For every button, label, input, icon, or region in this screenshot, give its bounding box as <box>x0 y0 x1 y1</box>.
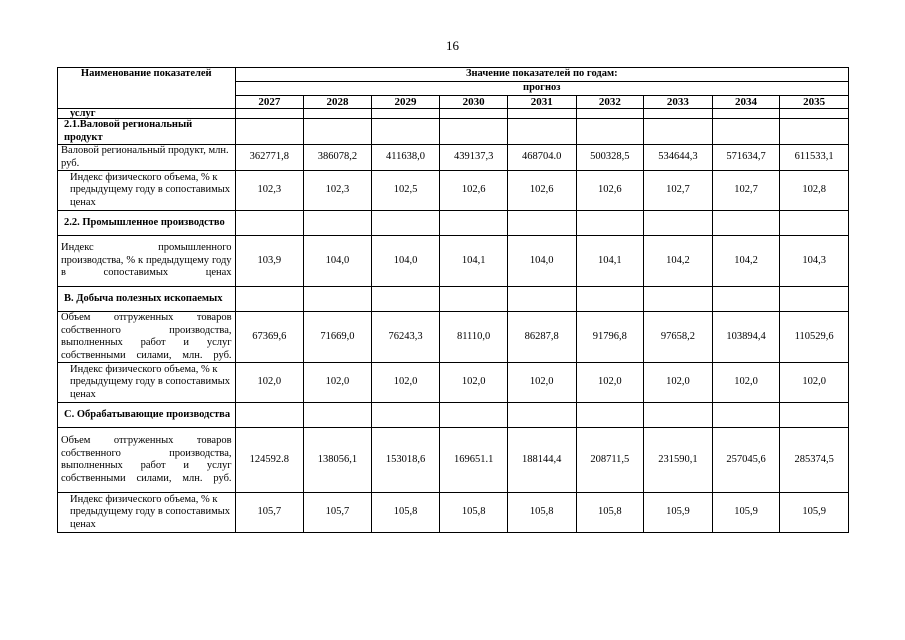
value-cell: 104,1 <box>440 236 508 287</box>
value-cell: 105,7 <box>304 493 372 533</box>
value-cell: 411638,0 <box>371 145 440 171</box>
value-cell <box>440 211 508 236</box>
value-cell <box>780 211 849 236</box>
value-cell <box>780 403 849 428</box>
value-cell <box>507 109 576 119</box>
value-cell <box>440 287 508 312</box>
value-cell: 102,7 <box>644 171 713 211</box>
value-cell: 105,8 <box>507 493 576 533</box>
value-cell: 91796,8 <box>576 312 644 363</box>
value-cell: 188144,4 <box>507 428 576 493</box>
table-row <box>58 211 849 236</box>
value-cell: 104,3 <box>780 236 849 287</box>
value-cell <box>304 211 372 236</box>
row-label: Индекс физического объема, % к предыдущему году в сопоставимых ценах <box>58 493 236 533</box>
value-cell: 386078,2 <box>304 145 372 171</box>
value-cell: 105,8 <box>371 493 440 533</box>
value-cell <box>712 211 780 236</box>
row-label: Индекс физического объема, % к предыдущему году в сопоставимых ценах <box>58 171 236 211</box>
value-cell: 105,9 <box>712 493 780 533</box>
value-cell <box>576 119 644 145</box>
value-cell: 104,0 <box>304 236 372 287</box>
value-cell <box>371 287 440 312</box>
value-cell <box>507 403 576 428</box>
value-cell <box>304 109 372 119</box>
row-label: 2.1.Валовой региональный продукт <box>58 119 236 145</box>
value-cell: 105,8 <box>440 493 508 533</box>
page-number: 16 <box>446 38 459 53</box>
value-cell <box>712 287 780 312</box>
value-cell: 102,6 <box>507 171 576 211</box>
table-row <box>58 119 849 145</box>
table-row <box>58 236 849 287</box>
value-cell: 105,9 <box>780 493 849 533</box>
value-cell: 102,0 <box>712 363 780 403</box>
value-cell: 439137,3 <box>440 145 508 171</box>
value-cell: 105,8 <box>576 493 644 533</box>
value-cell <box>507 119 576 145</box>
value-cell: 104,2 <box>644 236 713 287</box>
value-cell: 71669,0 <box>304 312 372 363</box>
value-cell: 104,0 <box>507 236 576 287</box>
header-forecast: прогноз <box>235 82 848 96</box>
value-cell <box>371 119 440 145</box>
value-cell <box>235 109 304 119</box>
value-cell <box>304 403 372 428</box>
table-row <box>58 493 849 533</box>
value-cell: 468704.0 <box>507 145 576 171</box>
header-year: 2035 <box>780 95 849 109</box>
table-row <box>58 312 849 363</box>
value-cell <box>371 403 440 428</box>
table-row <box>58 109 849 119</box>
row-label: Объем отгруженных товаров собственного производства, выполненных работ и услуг собственными силами, млн. руб. <box>58 428 236 493</box>
value-cell <box>780 287 849 312</box>
value-cell: 105,9 <box>644 493 713 533</box>
row-label: C. Обрабатывающие производства <box>58 403 236 428</box>
table-row <box>58 145 849 171</box>
value-cell: 103,9 <box>235 236 304 287</box>
value-cell <box>780 109 849 119</box>
value-cell <box>235 403 304 428</box>
value-cell: 97658,2 <box>644 312 713 363</box>
header-year: 2027 <box>235 95 304 109</box>
value-cell <box>644 211 713 236</box>
value-cell: 102,0 <box>304 363 372 403</box>
table-row <box>58 403 849 428</box>
value-cell: 104,2 <box>712 236 780 287</box>
value-cell: 104,1 <box>576 236 644 287</box>
value-cell <box>576 403 644 428</box>
value-cell <box>712 119 780 145</box>
value-cell: 102,3 <box>304 171 372 211</box>
value-cell: 76243,3 <box>371 312 440 363</box>
value-cell: 102,0 <box>780 363 849 403</box>
value-cell <box>507 287 576 312</box>
value-cell: 81110,0 <box>440 312 508 363</box>
value-cell: 103894,4 <box>712 312 780 363</box>
row-label: Объем отгруженных товаров собственного производства, выполненных работ и услуг собственными силами, млн. руб. <box>58 312 236 363</box>
value-cell <box>576 211 644 236</box>
header-year: 2031 <box>507 95 576 109</box>
header-values-title: Значение показателей по годам: <box>235 68 848 82</box>
row-label: B. Добыча полезных ископаемых <box>58 287 236 312</box>
table-row <box>58 363 849 403</box>
value-cell <box>235 287 304 312</box>
value-cell: 102,0 <box>371 363 440 403</box>
value-cell <box>235 211 304 236</box>
value-cell: 500328,5 <box>576 145 644 171</box>
value-cell <box>440 109 508 119</box>
row-label: Индекс промышленного производства, % к предыдущему году в сопоставимых ценах <box>58 236 236 287</box>
value-cell <box>440 403 508 428</box>
value-cell: 102,0 <box>235 363 304 403</box>
value-cell <box>780 119 849 145</box>
forecast-table <box>57 67 849 533</box>
value-cell <box>371 109 440 119</box>
header-year: 2029 <box>371 95 440 109</box>
value-cell: 102,0 <box>507 363 576 403</box>
header-year: 2033 <box>644 95 713 109</box>
value-cell: 571634,7 <box>712 145 780 171</box>
value-cell <box>576 109 644 119</box>
value-cell <box>371 211 440 236</box>
value-cell: 102,0 <box>576 363 644 403</box>
value-cell <box>576 287 644 312</box>
value-cell: 102,0 <box>440 363 508 403</box>
value-cell <box>235 119 304 145</box>
value-cell: 285374,5 <box>780 428 849 493</box>
value-cell: 105,7 <box>235 493 304 533</box>
value-cell: 153018,6 <box>371 428 440 493</box>
value-cell <box>304 119 372 145</box>
row-label: Индекс физического объема, % к предыдущему году в сопоставимых ценах <box>58 363 236 403</box>
value-cell: 362771,8 <box>235 145 304 171</box>
value-cell: 102,0 <box>644 363 713 403</box>
value-cell <box>644 287 713 312</box>
header-year: 2028 <box>304 95 372 109</box>
value-cell: 102,5 <box>371 171 440 211</box>
table-row <box>58 287 849 312</box>
value-cell: 208711,5 <box>576 428 644 493</box>
value-cell: 169651.1 <box>440 428 508 493</box>
header-year: 2032 <box>576 95 644 109</box>
value-cell: 104,0 <box>371 236 440 287</box>
value-cell: 257045,6 <box>712 428 780 493</box>
value-cell <box>712 109 780 119</box>
value-cell <box>304 287 372 312</box>
value-cell <box>644 109 713 119</box>
value-cell: 611533,1 <box>780 145 849 171</box>
value-cell: 102,8 <box>780 171 849 211</box>
table-row <box>58 428 849 493</box>
value-cell: 534644,3 <box>644 145 713 171</box>
value-cell: 110529,6 <box>780 312 849 363</box>
value-cell: 67369,6 <box>235 312 304 363</box>
row-label: 2.2. Промышленное производство <box>58 211 236 236</box>
value-cell: 138056,1 <box>304 428 372 493</box>
value-cell: 102,6 <box>576 171 644 211</box>
table-row <box>58 171 849 211</box>
value-cell <box>440 119 508 145</box>
value-cell <box>507 211 576 236</box>
value-cell: 102,7 <box>712 171 780 211</box>
value-cell <box>644 119 713 145</box>
row-label: услуг <box>58 109 236 119</box>
value-cell: 102,6 <box>440 171 508 211</box>
value-cell <box>712 403 780 428</box>
header-year: 2034 <box>712 95 780 109</box>
value-cell: 102,3 <box>235 171 304 211</box>
value-cell <box>644 403 713 428</box>
row-label: Валовой региональный продукт, млн. руб. <box>58 145 236 171</box>
value-cell: 124592.8 <box>235 428 304 493</box>
value-cell: 86287,8 <box>507 312 576 363</box>
value-cell: 231590,1 <box>644 428 713 493</box>
header-name-column: Наименование показателей <box>58 68 236 109</box>
header-year: 2030 <box>440 95 508 109</box>
